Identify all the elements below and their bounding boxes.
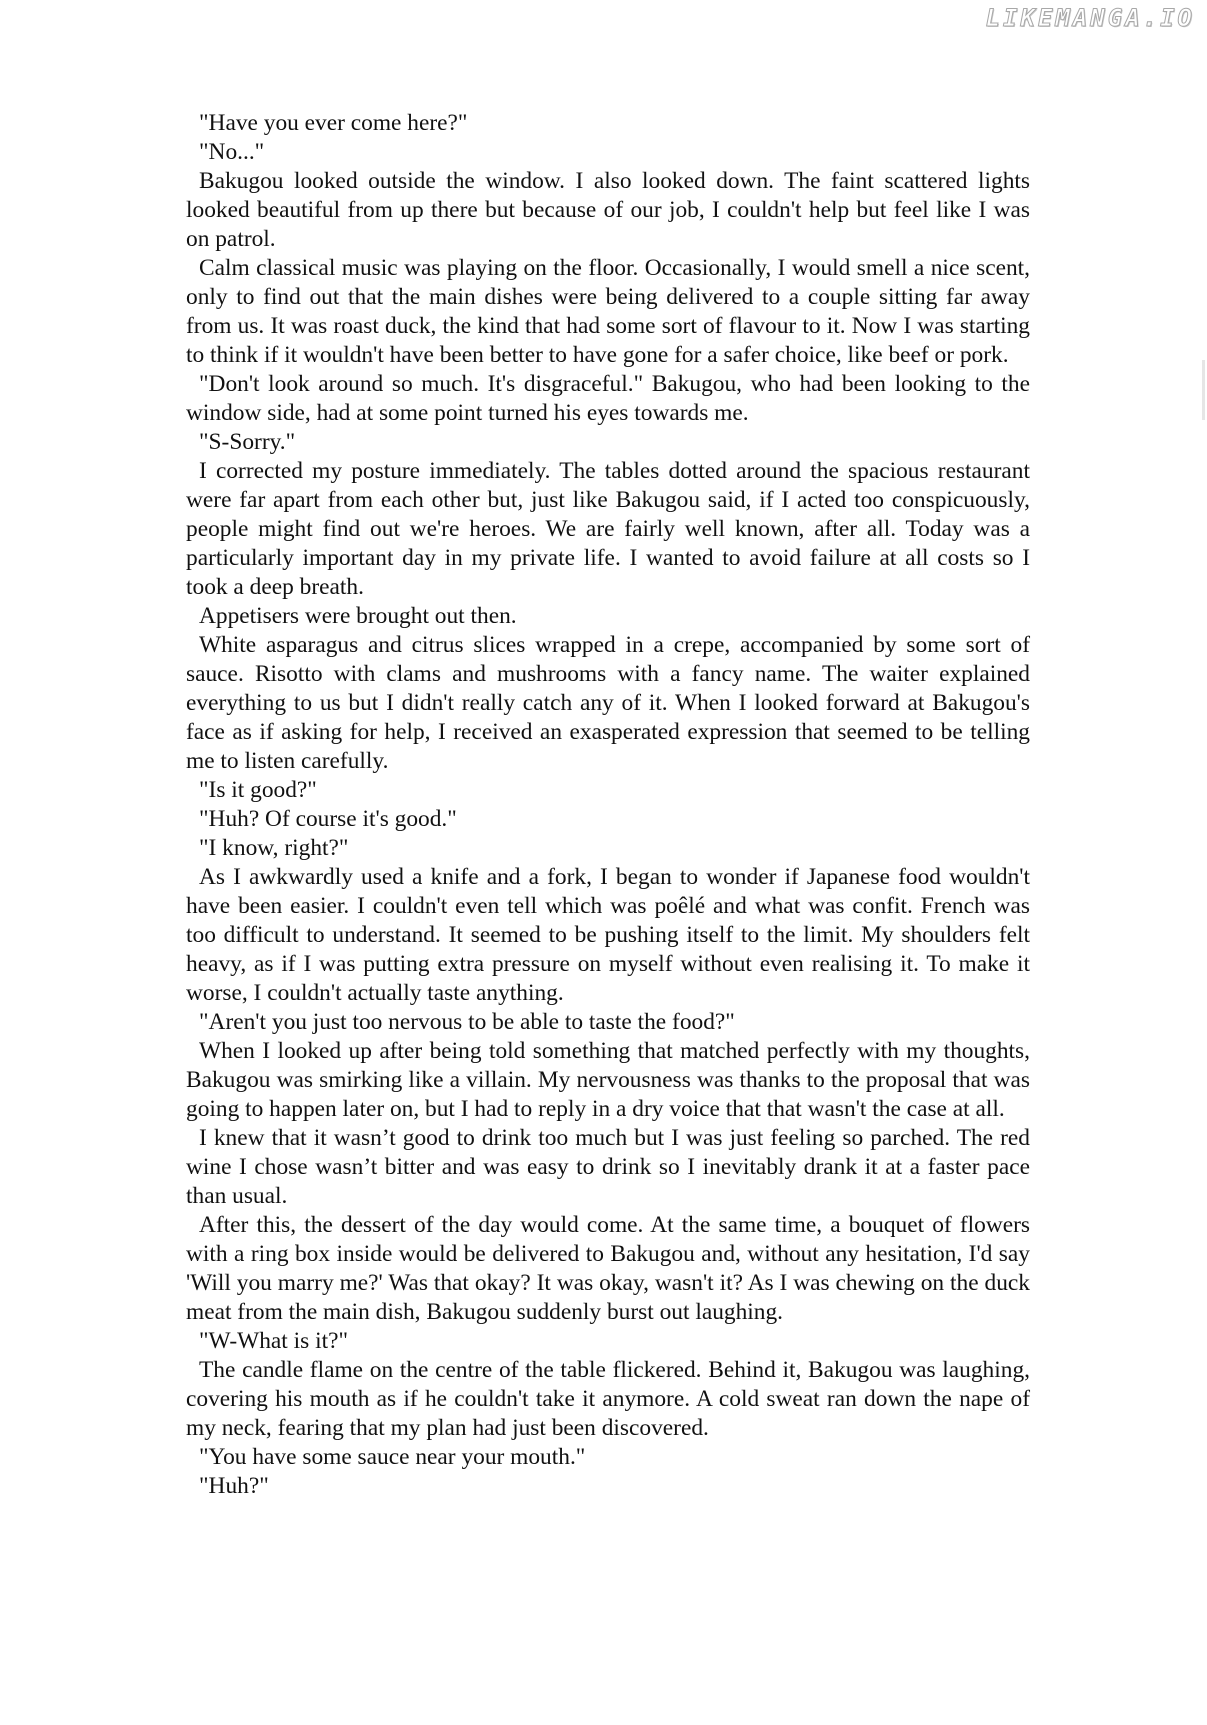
paragraph: I knew that it wasn’t good to drink too much but I was just feeling so parched. The red wine I chose wasn’t bitter and was easy to drink so I inevitably drank it at a faster pace than usual. [186,1125,1030,1209]
paragraph: When I looked up after being told something that matched perfectly with my thoughts, Bakugou was smirking like a villain. My nervousness was thanks to the proposal that was going to happen later on, but I had to reply in a dry voice that that wasn't the case at all. [186,1038,1030,1122]
edge-mark [1202,360,1205,420]
paragraph: "Is it good?" [199,777,317,803]
paragraph: "You have some sauce near your mouth." [199,1444,586,1470]
paragraph: I corrected my posture immediately. The tables dotted around the spacious restaurant were far apart from each other but, just like Bakugou said, if I acted too conspicuously, people might find out we're heroes. We are fairly well known, after all. Today was a particularly important day in my private life. I wanted to avoid failure at all costs so I took a deep breath. [186,458,1030,600]
paragraph: "S-Sorry." [199,429,296,455]
paragraph: Calm classical music was playing on the floor. Occasionally, I would smell a nice scent, only to find out that the main dishes were being delivered to a couple sitting far away from us. It was roast duck, the kind that had some sort of flavour to it. Now I was starting to think if it wouldn't have been better to have gone for a safer choice, like beef or pork. [186,255,1030,368]
paragraph: "Aren't you just too nervous to be able to taste the food?" [199,1009,735,1035]
paragraph: "No..." [199,139,265,165]
paragraph: The candle flame on the centre of the table flickered. Behind it, Bakugou was laughing, covering his mouth as if he couldn't take it anymore. A cold sweat ran down the nape of my neck, fearing that my plan had just been discovered. [186,1357,1030,1441]
paragraph: "Don't look around so much. It's disgraceful." Bakugou, who had been looking to the window side, had at some point turned his eyes towards me. [186,371,1030,426]
novel-page-text [186,109,1030,1501]
site-watermark: LIKEMANGA.IO [985,4,1195,32]
paragraph: After this, the dessert of the day would come. At the same time, a bouquet of flowers with a ring box inside would be delivered to Bakugou and, without any hesitation, I'd say 'Will you marry me?' Was that okay? It was okay, wasn't it? As I was chewing on the duck meat from the main dish, Bakugou suddenly burst out laughing. [186,1212,1030,1325]
paragraph: White asparagus and citrus slices wrapped in a crepe, accompanied by some sort of sauce. Risotto with clams and mushrooms with a fancy name. The waiter explained everything to us but I didn't really catch any of it. When I looked forward at Bakugou's face as if asking for help, I received an exasperated expression that seemed to be telling me to listen carefully. [186,632,1030,774]
paragraph: "I know, right?" [199,835,349,861]
paragraph: "Huh?" [199,1473,269,1499]
paragraph: Appetisers were brought out then. [199,603,517,629]
paragraph: Bakugou looked outside the window. I also looked down. The faint scattered lights looked beautiful from up there but because of our job, I couldn't help but feel like I was on patrol. [186,168,1030,252]
paragraph: "W-What is it?" [199,1328,349,1354]
paragraph: As I awkwardly used a knife and a fork, I began to wonder if Japanese food wouldn't have been easier. I couldn't even tell which was poêlé and what was confit. French was too difficult to understand. It seemed to be pushing itself to the limit. My shoulders felt heavy, as if I was putting extra pressure on myself without even realising it. To make it worse, I couldn't actually taste anything. [186,864,1030,1006]
paragraph: "Huh? Of course it's good." [199,806,457,832]
paragraph: "Have you ever come here?" [199,110,468,136]
